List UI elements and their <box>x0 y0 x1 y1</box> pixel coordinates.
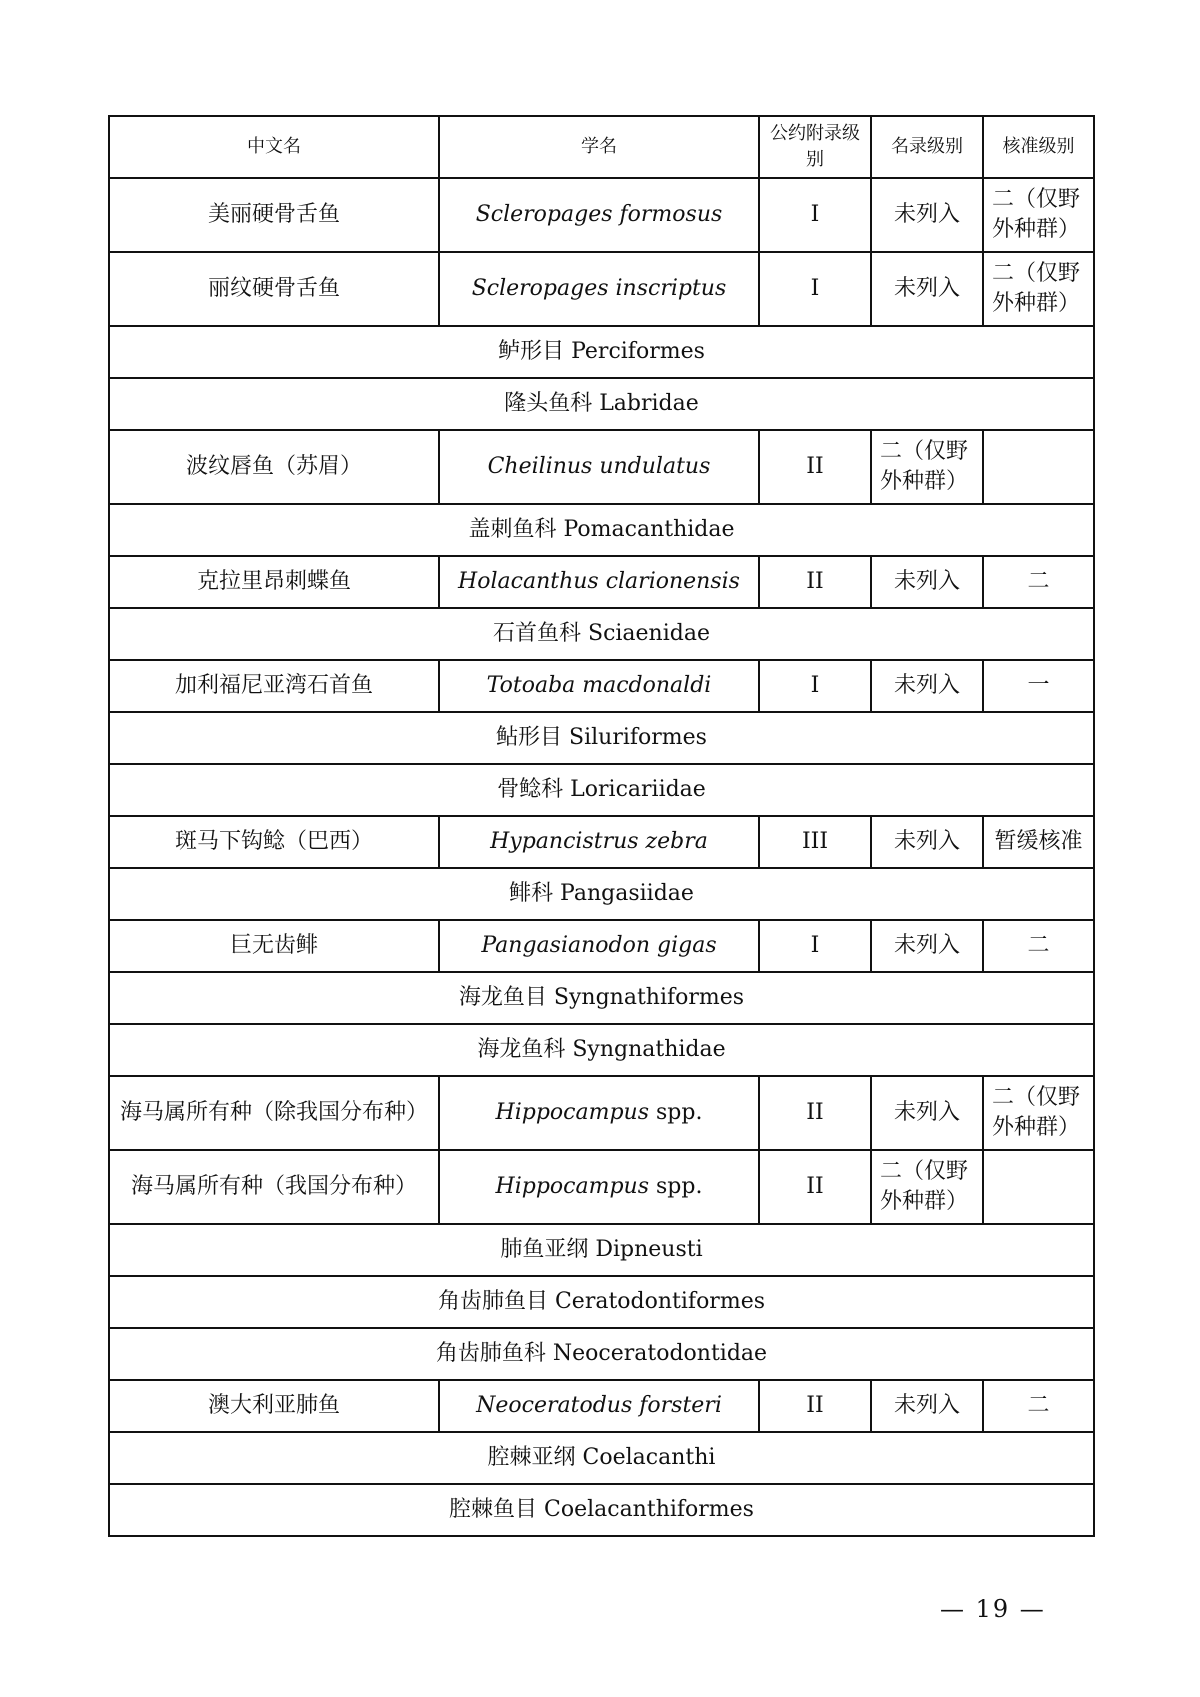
species-row <box>109 920 1094 972</box>
appendix-cell: III <box>759 816 871 868</box>
taxon-group-label: 隆头鱼科 Labridae <box>109 378 1094 430</box>
approved-level-cell: 二 <box>983 556 1094 608</box>
page-number: — 19 — <box>940 1595 1046 1623</box>
header-chinese-name: 中文名 <box>109 116 439 178</box>
taxon-group-row <box>109 1276 1094 1328</box>
chinese-name-cell: 美丽硬骨舌鱼 <box>109 178 439 252</box>
appendix-cell: I <box>759 920 871 972</box>
taxon-group-label: 石首鱼科 Sciaenidae <box>109 608 1094 660</box>
taxon-group-label: 腔棘亚纲 Coelacanthi <box>109 1432 1094 1484</box>
chinese-name-cell: 克拉里昂刺蝶鱼 <box>109 556 439 608</box>
list-level-cell: 二（仅野外种群） <box>871 1150 983 1224</box>
list-level-cell: 二（仅野外种群） <box>871 430 983 504</box>
taxon-group-row <box>109 972 1094 1024</box>
taxon-group-label: 角齿肺鱼科 Neoceratodontidae <box>109 1328 1094 1380</box>
scientific-name-text: Pangasianodon gigas <box>481 933 717 958</box>
chinese-name-cell: 海马属所有种（我国分布种） <box>109 1150 439 1224</box>
scientific-name-text: Scleropages formosus <box>475 202 723 227</box>
species-row <box>109 178 1094 252</box>
species-row <box>109 816 1094 868</box>
taxon-group-label: 鲱科 Pangasiidae <box>109 868 1094 920</box>
taxon-group-label: 腔棘鱼目 Coelacanthiformes <box>109 1484 1094 1536</box>
appendix-cell: I <box>759 178 871 252</box>
taxon-group-row <box>109 504 1094 556</box>
approved-level-cell <box>983 430 1094 504</box>
taxon-group-label: 角齿肺鱼目 Ceratodontiformes <box>109 1276 1094 1328</box>
header-appendix: 公约附录级别 <box>759 116 871 178</box>
approved-level-cell: 暂缓核准 <box>983 816 1094 868</box>
species-row <box>109 660 1094 712</box>
approved-level-cell: 二（仅野外种群） <box>983 1076 1094 1150</box>
header-approved-level: 核准级别 <box>983 116 1094 178</box>
appendix-cell: I <box>759 660 871 712</box>
taxon-group-label: 海龙鱼科 Syngnathidae <box>109 1024 1094 1076</box>
species-row <box>109 430 1094 504</box>
scientific-name-text: Hippocampus <box>495 1100 650 1125</box>
scientific-name-text: Cheilinus undulatus <box>487 454 711 479</box>
taxon-group-row <box>109 1484 1094 1536</box>
appendix-cell: II <box>759 1076 871 1150</box>
taxon-group-label: 肺鱼亚纲 Dipneusti <box>109 1224 1094 1276</box>
chinese-name-cell: 巨无齿鲱 <box>109 920 439 972</box>
taxon-group-row <box>109 764 1094 816</box>
list-level-cell: 未列入 <box>871 1380 983 1432</box>
species-row <box>109 252 1094 326</box>
scientific-name-text: Neoceratodus forsteri <box>476 1393 722 1418</box>
list-level-cell: 未列入 <box>871 660 983 712</box>
species-table <box>108 115 1095 1537</box>
list-level-cell: 未列入 <box>871 1076 983 1150</box>
scientific-name-cell <box>439 660 759 712</box>
approved-level-cell: 二（仅野外种群） <box>983 178 1094 252</box>
scientific-name-text: Holacanthus clarionensis <box>458 569 740 594</box>
chinese-name-cell: 斑马下钩鲶（巴西） <box>109 816 439 868</box>
approved-level-cell: 二（仅野外种群） <box>983 252 1094 326</box>
approved-level-cell: 二 <box>983 920 1094 972</box>
scientific-name-cell <box>439 1380 759 1432</box>
scientific-name-text: Hypancistrus zebra <box>490 829 708 854</box>
appendix-cell: II <box>759 1380 871 1432</box>
scientific-name-cell <box>439 252 759 326</box>
taxon-group-label: 盖刺鱼科 Pomacanthidae <box>109 504 1094 556</box>
taxon-group-row <box>109 326 1094 378</box>
taxon-group-label: 骨鲶科 Loricariidae <box>109 764 1094 816</box>
appendix-cell: II <box>759 556 871 608</box>
scientific-name-cell <box>439 556 759 608</box>
species-row <box>109 556 1094 608</box>
scientific-name-text: Hippocampus <box>495 1174 650 1199</box>
taxon-group-row <box>109 1224 1094 1276</box>
species-plural-abbrev: spp. <box>656 1100 703 1125</box>
species-row <box>109 1076 1094 1150</box>
taxon-group-row <box>109 868 1094 920</box>
chinese-name-cell: 澳大利亚肺鱼 <box>109 1380 439 1432</box>
list-level-cell: 未列入 <box>871 920 983 972</box>
appendix-cell: II <box>759 430 871 504</box>
taxon-group-label: 海龙鱼目 Syngnathiformes <box>109 972 1094 1024</box>
scientific-name-text: Scleropages inscriptus <box>471 276 727 301</box>
taxon-group-label: 鲈形目 Perciformes <box>109 326 1094 378</box>
approved-level-cell <box>983 1150 1094 1224</box>
header-scientific-name: 学名 <box>439 116 759 178</box>
taxon-group-row <box>109 1328 1094 1380</box>
chinese-name-cell: 海马属所有种（除我国分布种） <box>109 1076 439 1150</box>
chinese-name-cell: 丽纹硬骨舌鱼 <box>109 252 439 326</box>
scientific-name-cell <box>439 1150 759 1224</box>
species-row <box>109 1150 1094 1224</box>
taxon-group-label: 鲇形目 Siluriformes <box>109 712 1094 764</box>
list-level-cell: 未列入 <box>871 556 983 608</box>
scientific-name-cell <box>439 816 759 868</box>
approved-level-cell: 二 <box>983 1380 1094 1432</box>
taxon-group-row <box>109 1432 1094 1484</box>
table-body <box>109 178 1094 1536</box>
header-list-level: 名录级别 <box>871 116 983 178</box>
scientific-name-cell <box>439 430 759 504</box>
chinese-name-cell: 加利福尼亚湾石首鱼 <box>109 660 439 712</box>
scientific-name-cell <box>439 178 759 252</box>
species-row <box>109 1380 1094 1432</box>
list-level-cell: 未列入 <box>871 178 983 252</box>
taxon-group-row <box>109 378 1094 430</box>
taxon-group-row <box>109 712 1094 764</box>
list-level-cell: 未列入 <box>871 252 983 326</box>
scientific-name-cell <box>439 920 759 972</box>
scientific-name-cell <box>439 1076 759 1150</box>
appendix-cell: I <box>759 252 871 326</box>
scientific-name-text: Totoaba macdonaldi <box>486 673 712 698</box>
table-header-row <box>109 116 1094 178</box>
appendix-cell: II <box>759 1150 871 1224</box>
taxon-group-row <box>109 1024 1094 1076</box>
approved-level-cell: 一 <box>983 660 1094 712</box>
chinese-name-cell: 波纹唇鱼（苏眉） <box>109 430 439 504</box>
species-plural-abbrev: spp. <box>656 1174 703 1199</box>
list-level-cell: 未列入 <box>871 816 983 868</box>
taxon-group-row <box>109 608 1094 660</box>
